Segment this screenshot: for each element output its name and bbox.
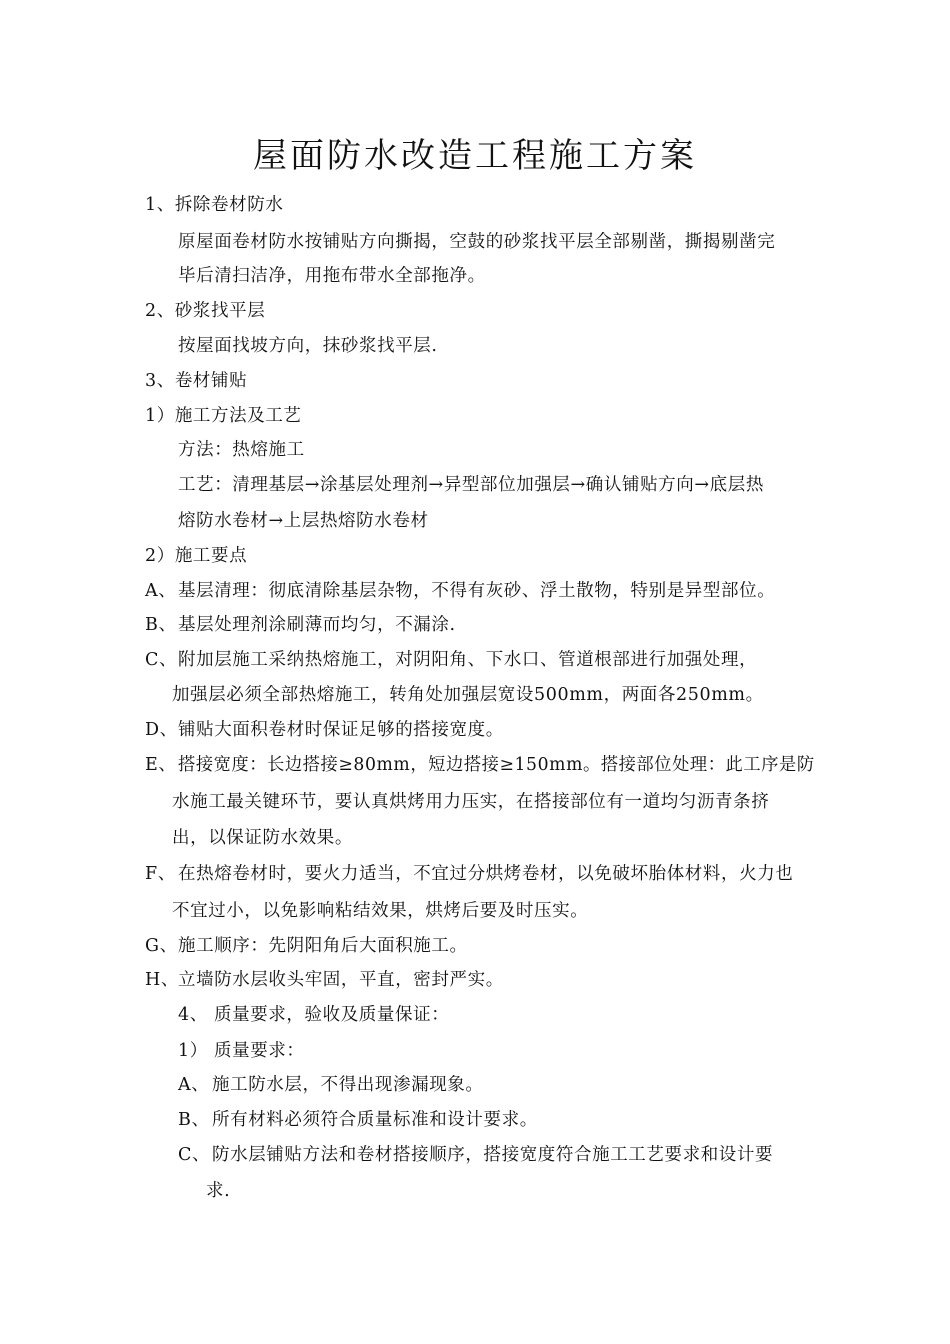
section-3-2-heading: 2）施工要点 xyxy=(145,546,248,566)
section-2-paragraph: 按屋面找坡方向，抹砂浆找平层. xyxy=(178,336,438,356)
point-h-marker: H、 xyxy=(145,970,179,990)
point-d-marker: D、 xyxy=(145,720,178,740)
point-d-text: 铺贴大面积卷材时保证足够的搭接宽度。 xyxy=(178,720,504,740)
section-3-1-method: 方法：热熔施工 xyxy=(178,440,305,460)
section-4-1-heading: 1） 质量要求： xyxy=(178,1041,305,1061)
quality-c-text-line-2: 求. xyxy=(206,1181,231,1201)
point-h-text: 立墙防水层收头牢固，平直，密封严实。 xyxy=(178,970,504,990)
point-c-text-line-2: 加强层必须全部热熔施工，转角处加强层宽设500mm，两面各250mm。 xyxy=(172,685,764,705)
point-f-marker: F、 xyxy=(145,864,176,884)
point-b-text: 基层处理剂涂刷薄而均匀，不漏涂. xyxy=(178,615,456,635)
section-2-heading: 2、砂浆找平层 xyxy=(145,301,266,321)
quality-b-marker: B、 xyxy=(178,1110,210,1130)
point-c-text-line-1: 附加层施工采纳热熔施工，对阴阳角、下水口、管道根部进行加强处理， xyxy=(178,650,758,670)
point-e-marker: E、 xyxy=(145,755,177,775)
section-1-paragraph-line-1: 原屋面卷材防水按铺贴方向撕揭，空鼓的砂浆找平层全部剔凿，撕揭剔凿完 xyxy=(178,232,776,252)
point-a-marker: A、 xyxy=(145,581,177,601)
section-4-heading: 4、 质量要求，验收及质量保证： xyxy=(178,1005,450,1025)
section-3-1-craft-line-1: 工艺：清理基层→涂基层处理剂→异型部位加强层→确认铺贴方向→底层热 xyxy=(178,475,764,495)
point-e-text-line-2: 水施工最关键环节，要认真烘烤用力压实，在搭接部位有一道均匀沥青条挤 xyxy=(172,792,770,812)
quality-a-marker: A、 xyxy=(178,1075,210,1095)
point-c-marker: C、 xyxy=(145,650,178,670)
point-g-marker: G、 xyxy=(145,936,178,956)
quality-b-text: 所有材料必须符合质量标准和设计要求。 xyxy=(212,1110,538,1130)
document-title: 屋面防水改造工程施工方案 xyxy=(253,136,697,176)
section-3-1-craft-line-2: 熔防水卷材→上层热熔防水卷材 xyxy=(178,511,429,531)
point-f-text-line-2: 不宜过小，以免影响粘结效果，烘烤后要及时压实。 xyxy=(172,901,589,921)
section-3-1-heading: 1）施工方法及工艺 xyxy=(145,406,302,426)
section-1-heading: 1、拆除卷材防水 xyxy=(145,195,284,215)
point-a-text: 基层清理：彻底清除基层杂物，不得有灰砂、浮土散物，特别是异型部位。 xyxy=(178,581,776,601)
quality-c-marker: C、 xyxy=(178,1145,211,1165)
section-3-heading: 3、卷材铺贴 xyxy=(145,371,248,391)
point-e-text-line-1: 搭接宽度：长边搭接≥80mm，短边搭接≥150mm。搭接部位处理：此工序是防 xyxy=(178,755,815,775)
point-e-text-line-3: 出，以保证防水效果。 xyxy=(172,828,353,848)
quality-c-text-line-1: 防水层铺贴方法和卷材搭接顺序，搭接宽度符合施工工艺要求和设计要 xyxy=(212,1145,774,1165)
point-b-marker: B、 xyxy=(145,615,177,635)
point-g-text: 施工顺序：先阴阳角后大面积施工。 xyxy=(178,936,468,956)
point-f-text-line-1: 在热熔卷材时，要火力适当，不宜过分烘烤卷材，以免破坏胎体材料，火力也 xyxy=(178,864,794,884)
section-1-paragraph-line-2: 毕后清扫洁净，用拖布带水全部拖净。 xyxy=(178,266,486,286)
quality-a-text: 施工防水层，不得出现渗漏现象。 xyxy=(212,1075,484,1095)
